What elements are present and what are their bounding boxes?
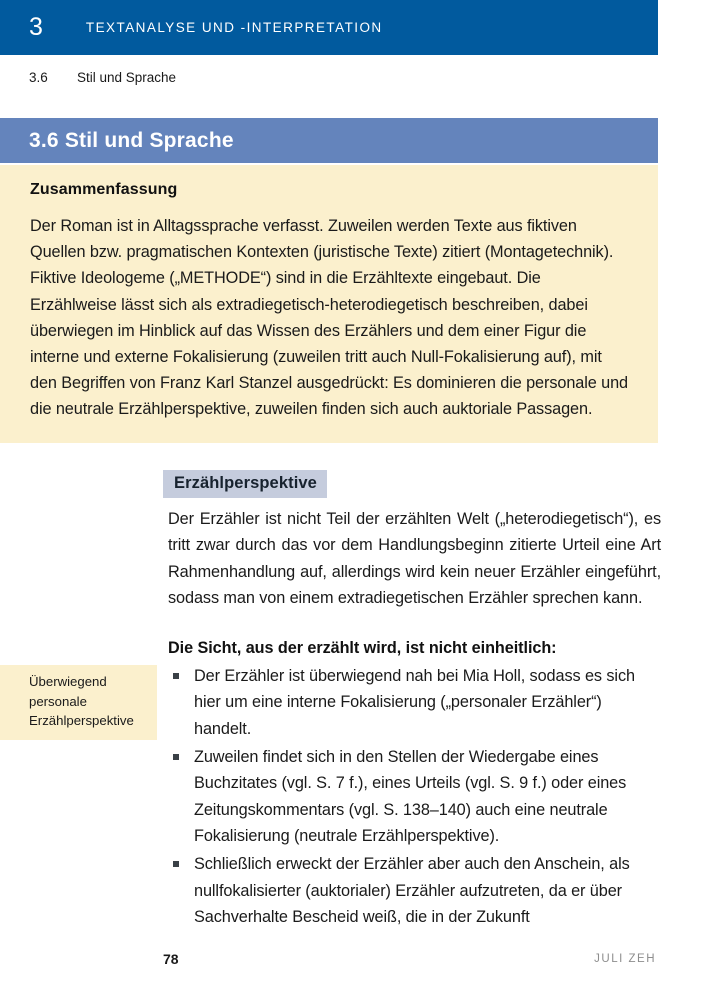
page-number: 78 — [163, 951, 179, 967]
chapter-number: 3 — [29, 13, 43, 41]
summary-box — [0, 165, 658, 443]
list-item: Schließlich erweckt der Erzähler aber auch den Anschein, als nullfokalisierter (auktorialer) Erzähler aufzutreten, da er über Sachverhalte Bescheid weiß, die in der Zukunft — [163, 851, 661, 930]
running-head-title: Stil und Sprache — [77, 69, 177, 85]
topic-badge: Erzählperspektive — [163, 470, 327, 498]
sub-heading: Die Sicht, aus der erzählt wird, ist nicht einheitlich: — [168, 639, 557, 658]
summary-text: Der Roman ist in Alltagssprache verfasst. Zuweilen werden Texte aus fiktiven Quellen bzw. pragmatischen Kontexten (juristische Texte) zitiert (Montagetechnik). Fiktive Ideologeme („METHODE“) sind in die Erzähltexte eingebaut. Die Erzählweise lässt sich als extradiegetisch-heterodiegetisch beschreiben, dabei überwiegen im Hinblick auf das Wissen des Erzählers und dem einer Figur die interne und externe Fokalisierung (zuweilen tritt auch Null-Fokalisierung auf), mit den Begriffen von Franz Karl Stanzel ausgedrückt: Es dominieren die personale und die neutrale Erzählperspektive, zuweilen finden sich auch auktoriale Passagen. — [30, 217, 628, 419]
running-head-number: 3.6 — [29, 69, 48, 85]
running-head — [0, 66, 658, 88]
book-author: JULI ZEH — [594, 953, 656, 965]
section-heading-bar — [0, 118, 658, 163]
section-heading-label: 3.6 Stil und Sprache — [29, 128, 234, 152]
chapter-title: TEXTANALYSE UND -INTERPRETATION — [85, 20, 383, 35]
summary-heading: Zusammenfassung — [30, 181, 178, 198]
chapter-header-bar — [0, 0, 658, 55]
body-paragraph: Der Erzähler ist nicht Teil der erzählten Welt („heterodiegetisch“), es tritt zwar durch das vor dem Handlungsbeginn zitierte Urteil eine Art Rahmenhandlung auf, allerdings wird kein neuer Erzähler eingeführt, sodass man von einem extradiegetischen Erzähler sprechen kann. — [168, 510, 661, 607]
list-item: Der Erzähler ist überwiegend nah bei Mia Holl, sodass es sich hier um eine interne Fokalisierung („personaler Erzähler“) handelt. — [163, 663, 661, 742]
page-footer — [0, 948, 658, 970]
main-content-column — [163, 470, 661, 932]
list-item: Zuweilen findet sich in den Stellen der Wiedergabe eines Buchzitates (vgl. S. 7 f.), eines Urteils (vgl. S. 9 f.) oder eines Zeitungskommentars (vgl. S. 138–140) auch eine neutrale Fokalisierung (neutrale Erzählperspektive). — [163, 744, 661, 849]
margin-note: Überwiegend personale Erzählperspektive — [0, 665, 157, 740]
bullet-list — [163, 663, 661, 930]
